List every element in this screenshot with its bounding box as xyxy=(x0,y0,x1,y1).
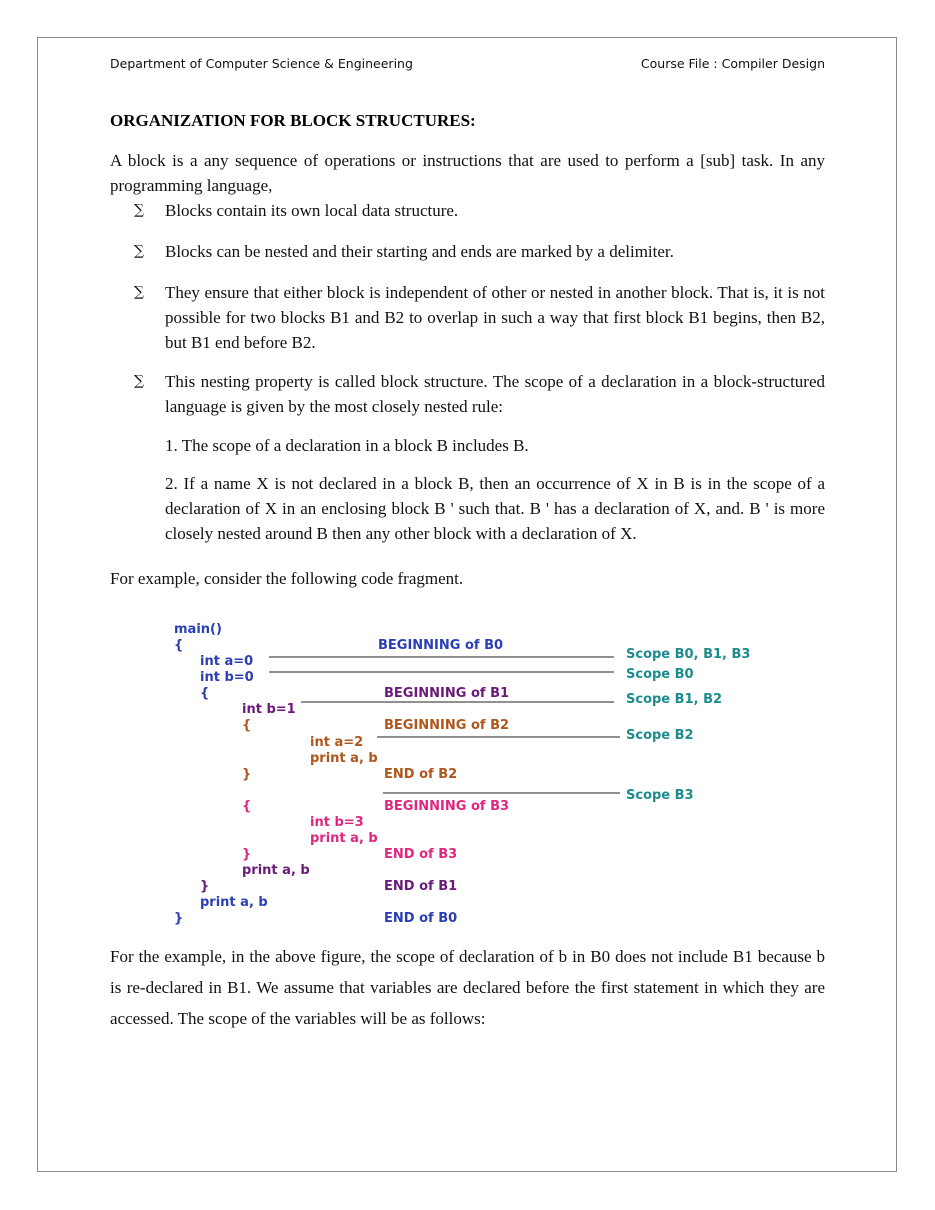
code-brace: { xyxy=(242,799,252,814)
code-line: int a=0 xyxy=(200,654,254,669)
code-line: print a, b xyxy=(310,751,378,766)
code-brace: } xyxy=(174,911,184,926)
code-brace: { xyxy=(200,686,210,701)
marker-begin-b2: BEGINNING of B2 xyxy=(384,718,510,733)
marker-begin-b3: BEGINNING of B3 xyxy=(384,799,510,814)
code-line: int b=1 xyxy=(242,702,296,717)
bullet-text: Blocks can be nested and their starting and ends are marked by a delimiter. xyxy=(165,242,674,261)
code-line: int a=2 xyxy=(310,735,364,750)
block-structure-figure xyxy=(170,615,770,935)
bullet-item xyxy=(134,280,825,355)
code-brace: } xyxy=(242,767,252,782)
code-brace: { xyxy=(242,718,252,733)
conclusion-paragraph: For the example, in the above figure, the scope of declaration of b in B0 does not include B1 because b is re-declared in B1. We assume that variables are declared before the first statement in which they are accessed. The scope of the variables will be as follows: xyxy=(110,947,825,1028)
marker-end-b2: END of B2 xyxy=(384,767,458,782)
bullet-text: This nesting property is called block structure. The scope of a declaration in a block-structured language is given by the most closely nested rule: xyxy=(165,372,825,416)
intro-paragraph: A block is a any sequence of operations or instructions that are used to perform a [sub] task. In any programming language, xyxy=(110,151,825,195)
example-intro: For example, consider the following code fragment. xyxy=(110,569,464,588)
marker-end-b1: END of B1 xyxy=(384,879,458,894)
code-line: print a, b xyxy=(200,895,268,910)
bullet-text: They ensure that either block is independent of other or nested in another block. That is, it is not possible for two blocks B1 and B2 to overlap in such a way that first block B1 begins, then B2, but B1 end before B2. xyxy=(165,283,825,352)
section-title: ORGANIZATION FOR BLOCK STRUCTURES: xyxy=(110,111,476,130)
marker-end-b3: END of B3 xyxy=(384,847,458,862)
scope-rule-2: 2. If a name X is not declared in a block B, then an occurrence of X in B is in the scope of a declaration of X in an enclosing block B ' such that. B ' has a declaration of X, and. B ' is more closely nested around B then any other block with a declaration of X. xyxy=(165,474,825,543)
sigma-bullet-icon: ∑ xyxy=(134,373,144,389)
bullet-text: Blocks contain its own local data structure. xyxy=(165,201,459,220)
scope-label: Scope B3 xyxy=(626,788,694,803)
code-line: int b=3 xyxy=(310,815,364,830)
scope-label: Scope B2 xyxy=(626,728,694,743)
code-brace: } xyxy=(242,847,252,862)
code-line: print a, b xyxy=(242,863,310,878)
scope-label: Scope B0, B1, B3 xyxy=(626,647,751,662)
scope-label: Scope B0 xyxy=(626,667,694,682)
header-department: Department of Computer Science & Engineering xyxy=(110,56,413,71)
code-line: print a, b xyxy=(310,831,378,846)
marker-begin-b1: BEGINNING of B1 xyxy=(384,686,510,701)
bullet-item xyxy=(134,239,825,264)
code-brace: } xyxy=(200,879,210,894)
bullet-item xyxy=(134,198,825,223)
header-course-file: Course File : Compiler Design xyxy=(640,56,825,71)
sigma-bullet-icon: ∑ xyxy=(134,202,144,218)
code-main: main() xyxy=(174,622,222,637)
scope-rule-1: 1. The scope of a declaration in a block B includes B. xyxy=(165,436,529,455)
marker-begin-b0: BEGINNING of B0 xyxy=(378,638,504,653)
code-line: int b=0 xyxy=(200,670,254,685)
bullet-item xyxy=(134,369,825,419)
sigma-bullet-icon: ∑ xyxy=(134,284,144,300)
marker-end-b0: END of B0 xyxy=(384,911,458,926)
scope-label: Scope B1, B2 xyxy=(626,692,723,707)
sigma-bullet-icon: ∑ xyxy=(134,243,144,259)
code-brace: { xyxy=(174,638,184,653)
